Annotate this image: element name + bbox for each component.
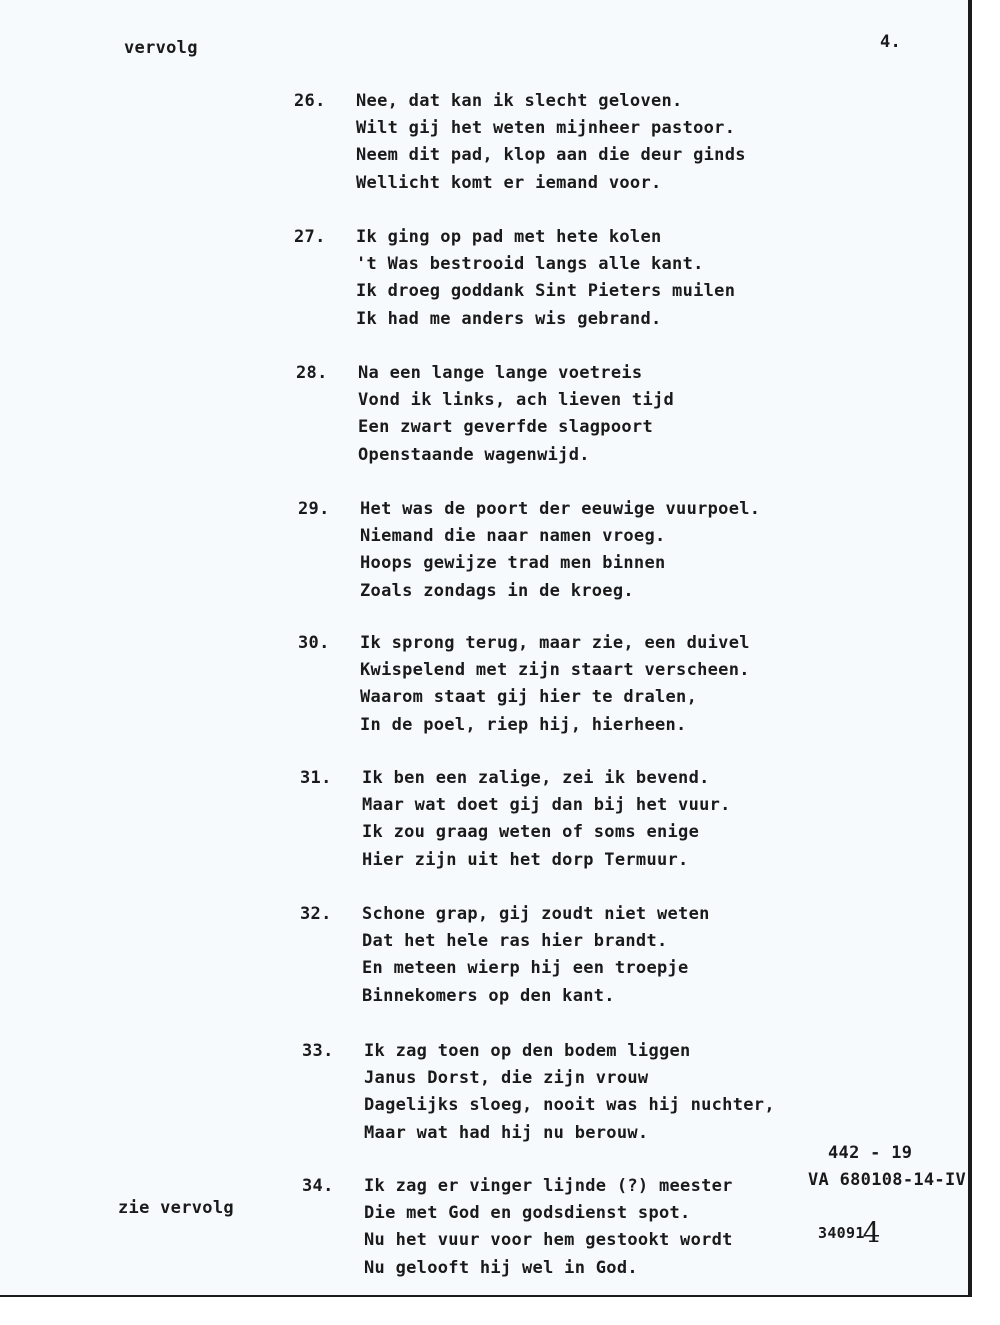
stanza-lines	[362, 901, 710, 1010]
stanza-number: 28.	[296, 363, 328, 383]
verse-line: Binnekomers op den kant.	[362, 985, 615, 1006]
archive-id-typed: 34091	[818, 1224, 865, 1242]
stanza-lines	[356, 224, 735, 333]
stanza-lines	[364, 1038, 775, 1147]
verse-line: Ik droeg goddank Sint Pieters muilen	[356, 281, 736, 302]
stanza-number: 30.	[298, 633, 330, 653]
stanza-lines	[360, 496, 760, 605]
verse-line: Ik zag er vinger lijnde (?) meester	[364, 1176, 733, 1196]
archive-reference: VA 680108-14-IV	[808, 1170, 967, 1190]
verse-line: Nu gelooft hij wel in God.	[364, 1257, 638, 1278]
footer-continuation-label: zie vervolg	[118, 1198, 234, 1218]
verse-line: Wilt gij het weten mijnheer pastoor.	[356, 118, 736, 139]
verse-line: Ik sprong terug, maar zie, een duivel	[360, 633, 750, 653]
archive-id-handwritten: 4	[862, 1216, 881, 1249]
verse-line: Wellicht komt er iemand voor.	[356, 172, 662, 193]
verse-line: Janus Dorst, die zijn vrouw	[364, 1068, 649, 1089]
verse-line: Het was de poort der eeuwige vuurpoel.	[360, 499, 761, 519]
verse-line: Zoals zondags in de kroeg.	[360, 580, 634, 601]
scan-margin-right	[972, 0, 1000, 1325]
verse-line: Ik had me anders wis gebrand.	[356, 308, 662, 329]
scan-margin-bottom	[0, 1297, 972, 1325]
stanza-number: 29.	[298, 499, 330, 519]
verse-line: Neem dit pad, klop aan die deur ginds	[356, 145, 746, 166]
verse-line: En meteen wierp hij een troepje	[362, 958, 689, 979]
header-continuation-label: vervolg	[124, 38, 198, 58]
verse-line: Die met God en godsdienst spot.	[364, 1203, 691, 1224]
verse-line: Na een lange lange voetreis	[358, 363, 643, 383]
verse-line: Ik ging op pad met hete kolen	[356, 227, 662, 247]
verse-line: Dat het hele ras hier brandt.	[362, 931, 668, 952]
verse-line: In de poel, riep hij, hierheen.	[360, 714, 687, 735]
stanza-number: 27.	[294, 227, 326, 247]
verse-line: Openstaande wagenwijd.	[358, 444, 590, 465]
stanza-lines	[356, 88, 746, 197]
stanza-lines	[358, 360, 674, 469]
verse-line: Niemand die naar namen vroeg.	[360, 526, 666, 547]
archive-code: 442 - 19	[828, 1143, 913, 1163]
verse-line: Ik ben een zalige, zei ik bevend.	[362, 768, 710, 788]
stanza-number: 33.	[302, 1041, 334, 1061]
verse-line: Ik zou graag weten of soms enige	[362, 822, 700, 843]
verse-line: Maar wat doet gij dan bij het vuur.	[362, 795, 731, 816]
verse-line: Kwispelend met zijn staart verscheen.	[360, 660, 750, 681]
verse-line: Schone grap, gij zoudt niet weten	[362, 904, 710, 924]
verse-line: Maar wat had hij nu berouw.	[364, 1122, 649, 1143]
verse-line: Nee, dat kan ik slecht geloven.	[356, 91, 683, 111]
archive-id	[818, 1212, 883, 1249]
page-number: 4.	[880, 32, 902, 52]
stanza-lines	[360, 630, 750, 739]
verse-line: Een zwart geverfde slagpoort	[358, 417, 653, 438]
verse-line: 't Was bestrooid langs alle kant.	[356, 254, 704, 275]
verse-line: Nu het vuur voor hem gestookt wordt	[364, 1230, 733, 1251]
verse-line: Dagelijks sloeg, nooit was hij nuchter,	[364, 1095, 775, 1116]
verse-line: Ik zag toen op den bodem liggen	[364, 1041, 691, 1061]
stanza-number: 26.	[294, 91, 326, 111]
verse-line: Vond ik links, ach lieven tijd	[358, 390, 675, 411]
verse-line: Hoops gewijze trad men binnen	[360, 553, 666, 574]
stanza-number: 31.	[300, 768, 332, 788]
stanza-number: 32.	[300, 904, 332, 924]
stanza-number: 34.	[302, 1176, 334, 1196]
verse-line: Waarom staat gij hier te dralen,	[360, 687, 698, 708]
stanza-lines	[364, 1173, 733, 1282]
verse-line: Hier zijn uit het dorp Termuur.	[362, 849, 689, 870]
stanza-lines	[362, 765, 731, 874]
